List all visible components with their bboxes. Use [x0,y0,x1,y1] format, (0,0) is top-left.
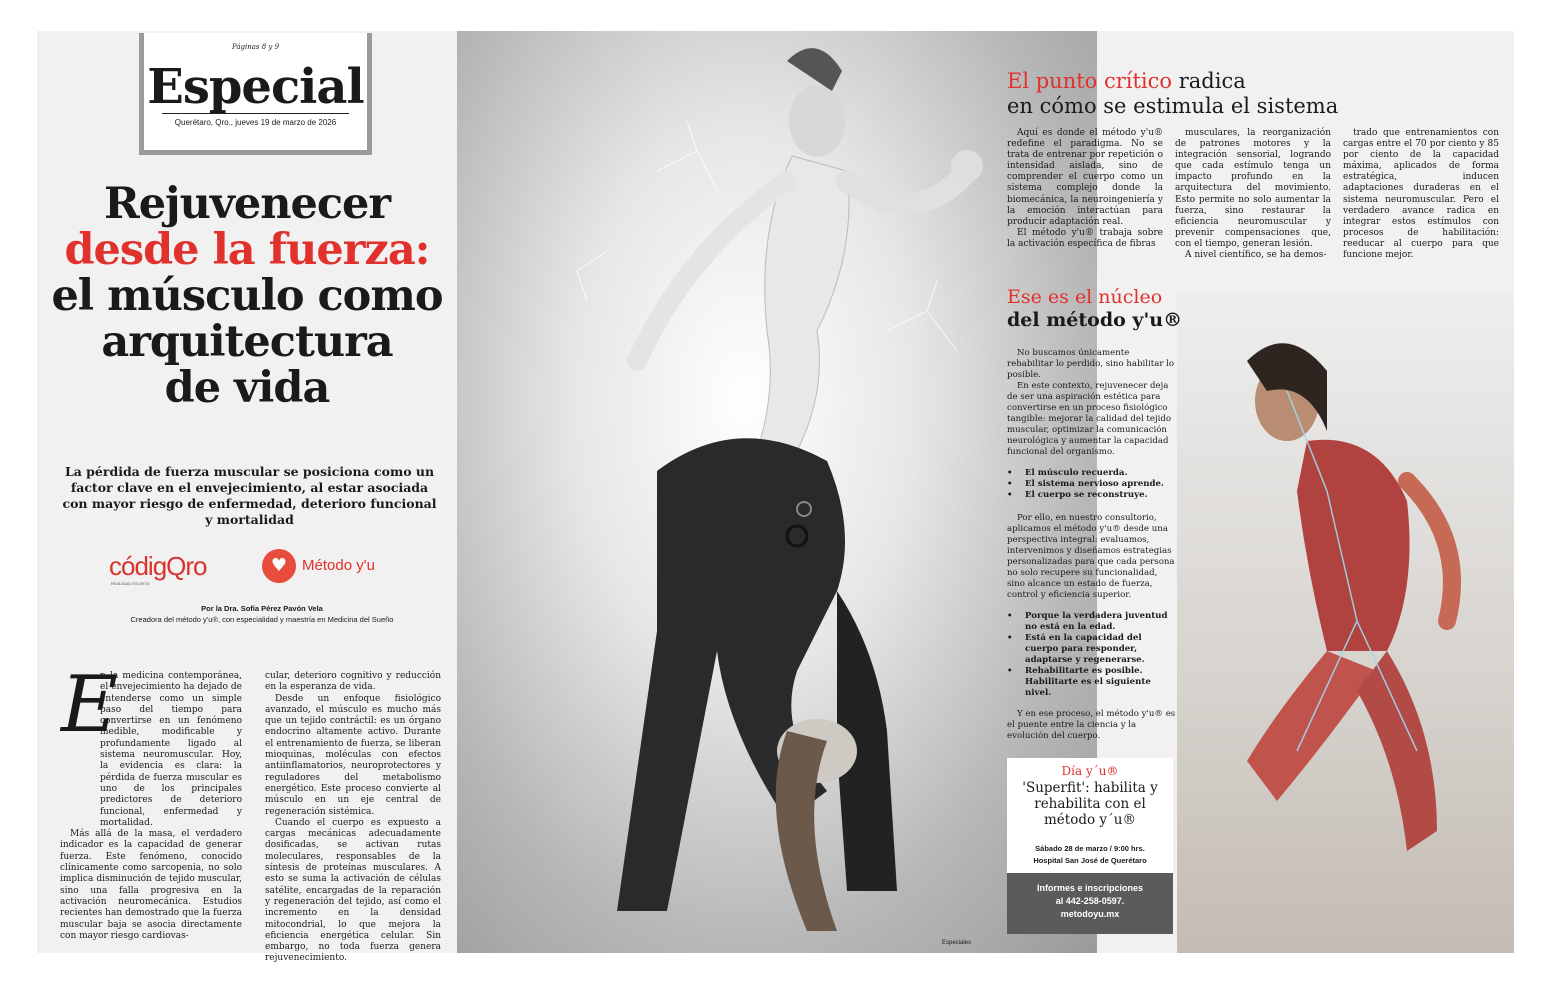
nucleo-body [1007,348,1177,742]
lunge-photo [1177,291,1514,953]
page-section-footer: Especiales [942,940,972,946]
nucleo-heading-line-1: Ese es el núcleo [1007,286,1163,308]
headline-line-3: el músculo como [51,271,443,321]
headline-line-5: de vida [164,363,330,413]
event-day: Día y´u® [1061,764,1119,778]
event-details [1007,843,1173,867]
metodo-yu-logo [262,549,392,589]
event-info-line-1: Informes e inscripciones [1036,883,1144,893]
punto-heading-line-2: en cómo se estimula el sistema [1007,94,1339,118]
punto-heading-red: El punto crítico [1007,69,1173,93]
event-title: 'Superfit': habilita y rehabilita con el método y´u® [1022,780,1158,828]
body-paragraph: Por ello, en nuestro consultorio, aplicamos el método y'u® desde una perspectiva integral: evaluamos, intervenimos y diseñamos estrategias personalizadas para que cada persona no solo recupere su funcionalidad, sino alcance un estado de fuerza, control y eficiencia superior. [1007,513,1175,600]
list-item: • Está en la capacidad del cuerpo para responder, adaptarse y regenerarse. [1007,633,1177,666]
byline-role: Creadora del método y'u®, con especialidad y maestría en Medicina del Sueño [130,615,394,624]
punto-column-3 [1343,128,1499,261]
bullet-list-2 [1007,611,1177,699]
athlete-illustration [457,31,1097,953]
anatomical-woman-illustration [1177,291,1514,953]
body-paragraph: A nivel científico, se ha demos- [1185,250,1327,261]
event-box [1007,758,1173,934]
headline-line-1: Rejuvenecer [103,179,391,229]
article-byline [97,603,427,625]
headline-line-2: desde la fuerza: [64,225,430,275]
body-paragraph: Y en ese proceso, el método y'u® es el puente entre la ciencia y la evolución del cuerpo. [1007,709,1176,741]
section-masthead [139,33,372,155]
bullet-list-1 [1007,468,1177,501]
central-photo [457,31,1097,953]
body-paragraph: trado que entrenamientos con cargas entre el 70 por ciento y 85 por ciento de la capacidad máxima, aplicados de forma estratégica, inducen adaptaciones duraderas en el sistema neuromuscular. Pero el verdadero avance radica en integrar estos estímulos con procesos de habilitación: reeducar al cuerpo para que funcione mejor. [1343,128,1499,261]
heart-brain-icon: ♥ [262,549,296,583]
masthead-pages: Páginas 8 y 9 [231,43,280,51]
list-item: • Rehabilitarte es posible. Habilitarte es el siguiente nivel. [1007,666,1177,699]
punto-critico-heading [1007,69,1387,119]
body-column-1 [60,671,242,942]
body-paragraph: Aquí es donde el método y'u® redefine el paradigma. No se trata de entrenar por repetición o intensidad aislada, sino de comprender el cuerpo como un sistema complejo donde la biomecánica, la neuroingeniería y la emoción interactúan para producir adaptación real. [1007,128,1163,227]
codigoqro-logo-text: códigQro [109,551,207,581]
article-headline [47,181,447,411]
body-paragraph: n la medicina contemporánea, el envejecimiento ha dejado de entenderse como un simple paso del tiempo para convertirse en un fenómeno medible, modificable y profundamente ligado al sistema neuromuscular. Hoy, la evidencia es clara: la pérdida de fuerza muscular es uno de los principales predictores de deterioro funcional, enfermedad y mortalidad. [100,671,242,828]
event-phone: al 442-258-0597. [1055,896,1125,906]
drop-cap: E [61,660,118,750]
masthead-divider [162,113,349,114]
codigoqro-logo-tagline: REALIDAD ESCRITA [111,581,150,586]
byline-author: Por la Dra. Sofía Pérez Pavón Vela [201,604,323,613]
section-title: Especial [147,59,364,115]
punto-heading-rest: radica [1172,69,1246,93]
body-paragraph: cular, deterioro cognitivo y reducción en la esperanza de vida. [265,671,441,693]
body-paragraph: En este contexto, rejuvenecer deja de ser una aspiración estética para convertirse en un proceso fisiológico tangible: mejorar la calidad del tejido muscular, optimizar la comunicación neurológica y aumentar la capacidad funcional del organismo. [1007,381,1172,457]
body-paragraph: Cuando el cuerpo es expuesto a cargas mecánicas adecuadamente dosificadas, se activan rutas moleculares, responsables de la síntesis de proteínas musculares. A esto se suma la activación de células satélite, encargadas de la reparación y regeneración del tejido, así como el incremento en la densidad mitocondrial, lo que mejora la eficiencia energética celular. Sin embargo, no toda fuerza genera rejuvenecimiento. [265,817,441,964]
newspaper-spread [37,31,1514,964]
list-item: • El músculo recuerda. [1007,468,1177,479]
body-paragraph: musculares, la reorganización de patrones motores y la integración sensorial, logrando que cada estímulo tenga un impacto profundo en la arquitectura del movimiento. Esto permite no solo aumentar la fuerza, sino restaurar la eficiencia neuromuscular y prevenir compensaciones que, con el tiempo, generan lesión. [1175,128,1331,249]
event-date: Sábado 28 de marzo / 9:00 hrs. [1035,844,1145,853]
body-paragraph: Más allá de la masa, el verdadero indicador es la capacidad de generar fuerza. Este fenómeno, conocido clínicamente como sarcopenia, no solo implica disminución de tejido muscular, sino una falla progresiva en la activación neuromecánica. Estudios recientes han demostrado que la fuerza muscular baja se asocia directamente con mayor riesgo cardiovas- [60,829,242,941]
article-deck: La pérdida de fuerza muscular se posiciona como un factor clave en el envejecimiento, al estar asociada con mayor riesgo de enfermedad, deterioro funcional y mortalidad [62,464,437,527]
event-website: metodoyu.mx [1060,909,1120,919]
body-column-2 [265,671,441,965]
body-paragraph: El método y'u® trabaja sobre la activación específica de fibras [1007,227,1163,249]
masthead-date: Querétaro, Qro., jueves 19 de marzo de 2026 [174,118,337,127]
event-info-box [1007,873,1173,934]
nucleo-heading [1007,286,1187,332]
metodo-yu-logo-text: Método y'u [302,557,375,574]
codigoqro-logo [109,551,229,587]
nucleo-heading-line-2: del método y'u® [1007,309,1183,331]
list-item: • El sistema nervioso aprende. [1007,479,1177,490]
list-item: • Porque la verdadera juventud no está en la edad. [1007,611,1177,633]
body-paragraph: Desde un enfoque fisiológico avanzado, el músculo es mucho más que un tejido contráctil: es un órgano endocrino altamente activo. Durante el entrenamiento de fuerza, se liberan mioquinas, moléculas con efectos antiinflamatorios, neuroprotectores y reguladores del metabolismo energético. Este proceso convierte al músculo en un eje central de regeneración sistémica. [265,693,441,817]
punto-column-2 [1175,128,1331,261]
list-item: • El cuerpo se reconstruye. [1007,490,1177,501]
headline-line-4: arquitectura [101,317,393,367]
event-place: Hospital San José de Querétaro [1033,856,1147,865]
punto-column-1 [1007,128,1163,250]
body-paragraph: No buscamos únicamente rehabilitar lo perdido, sino habilitar lo posible. [1007,348,1175,380]
